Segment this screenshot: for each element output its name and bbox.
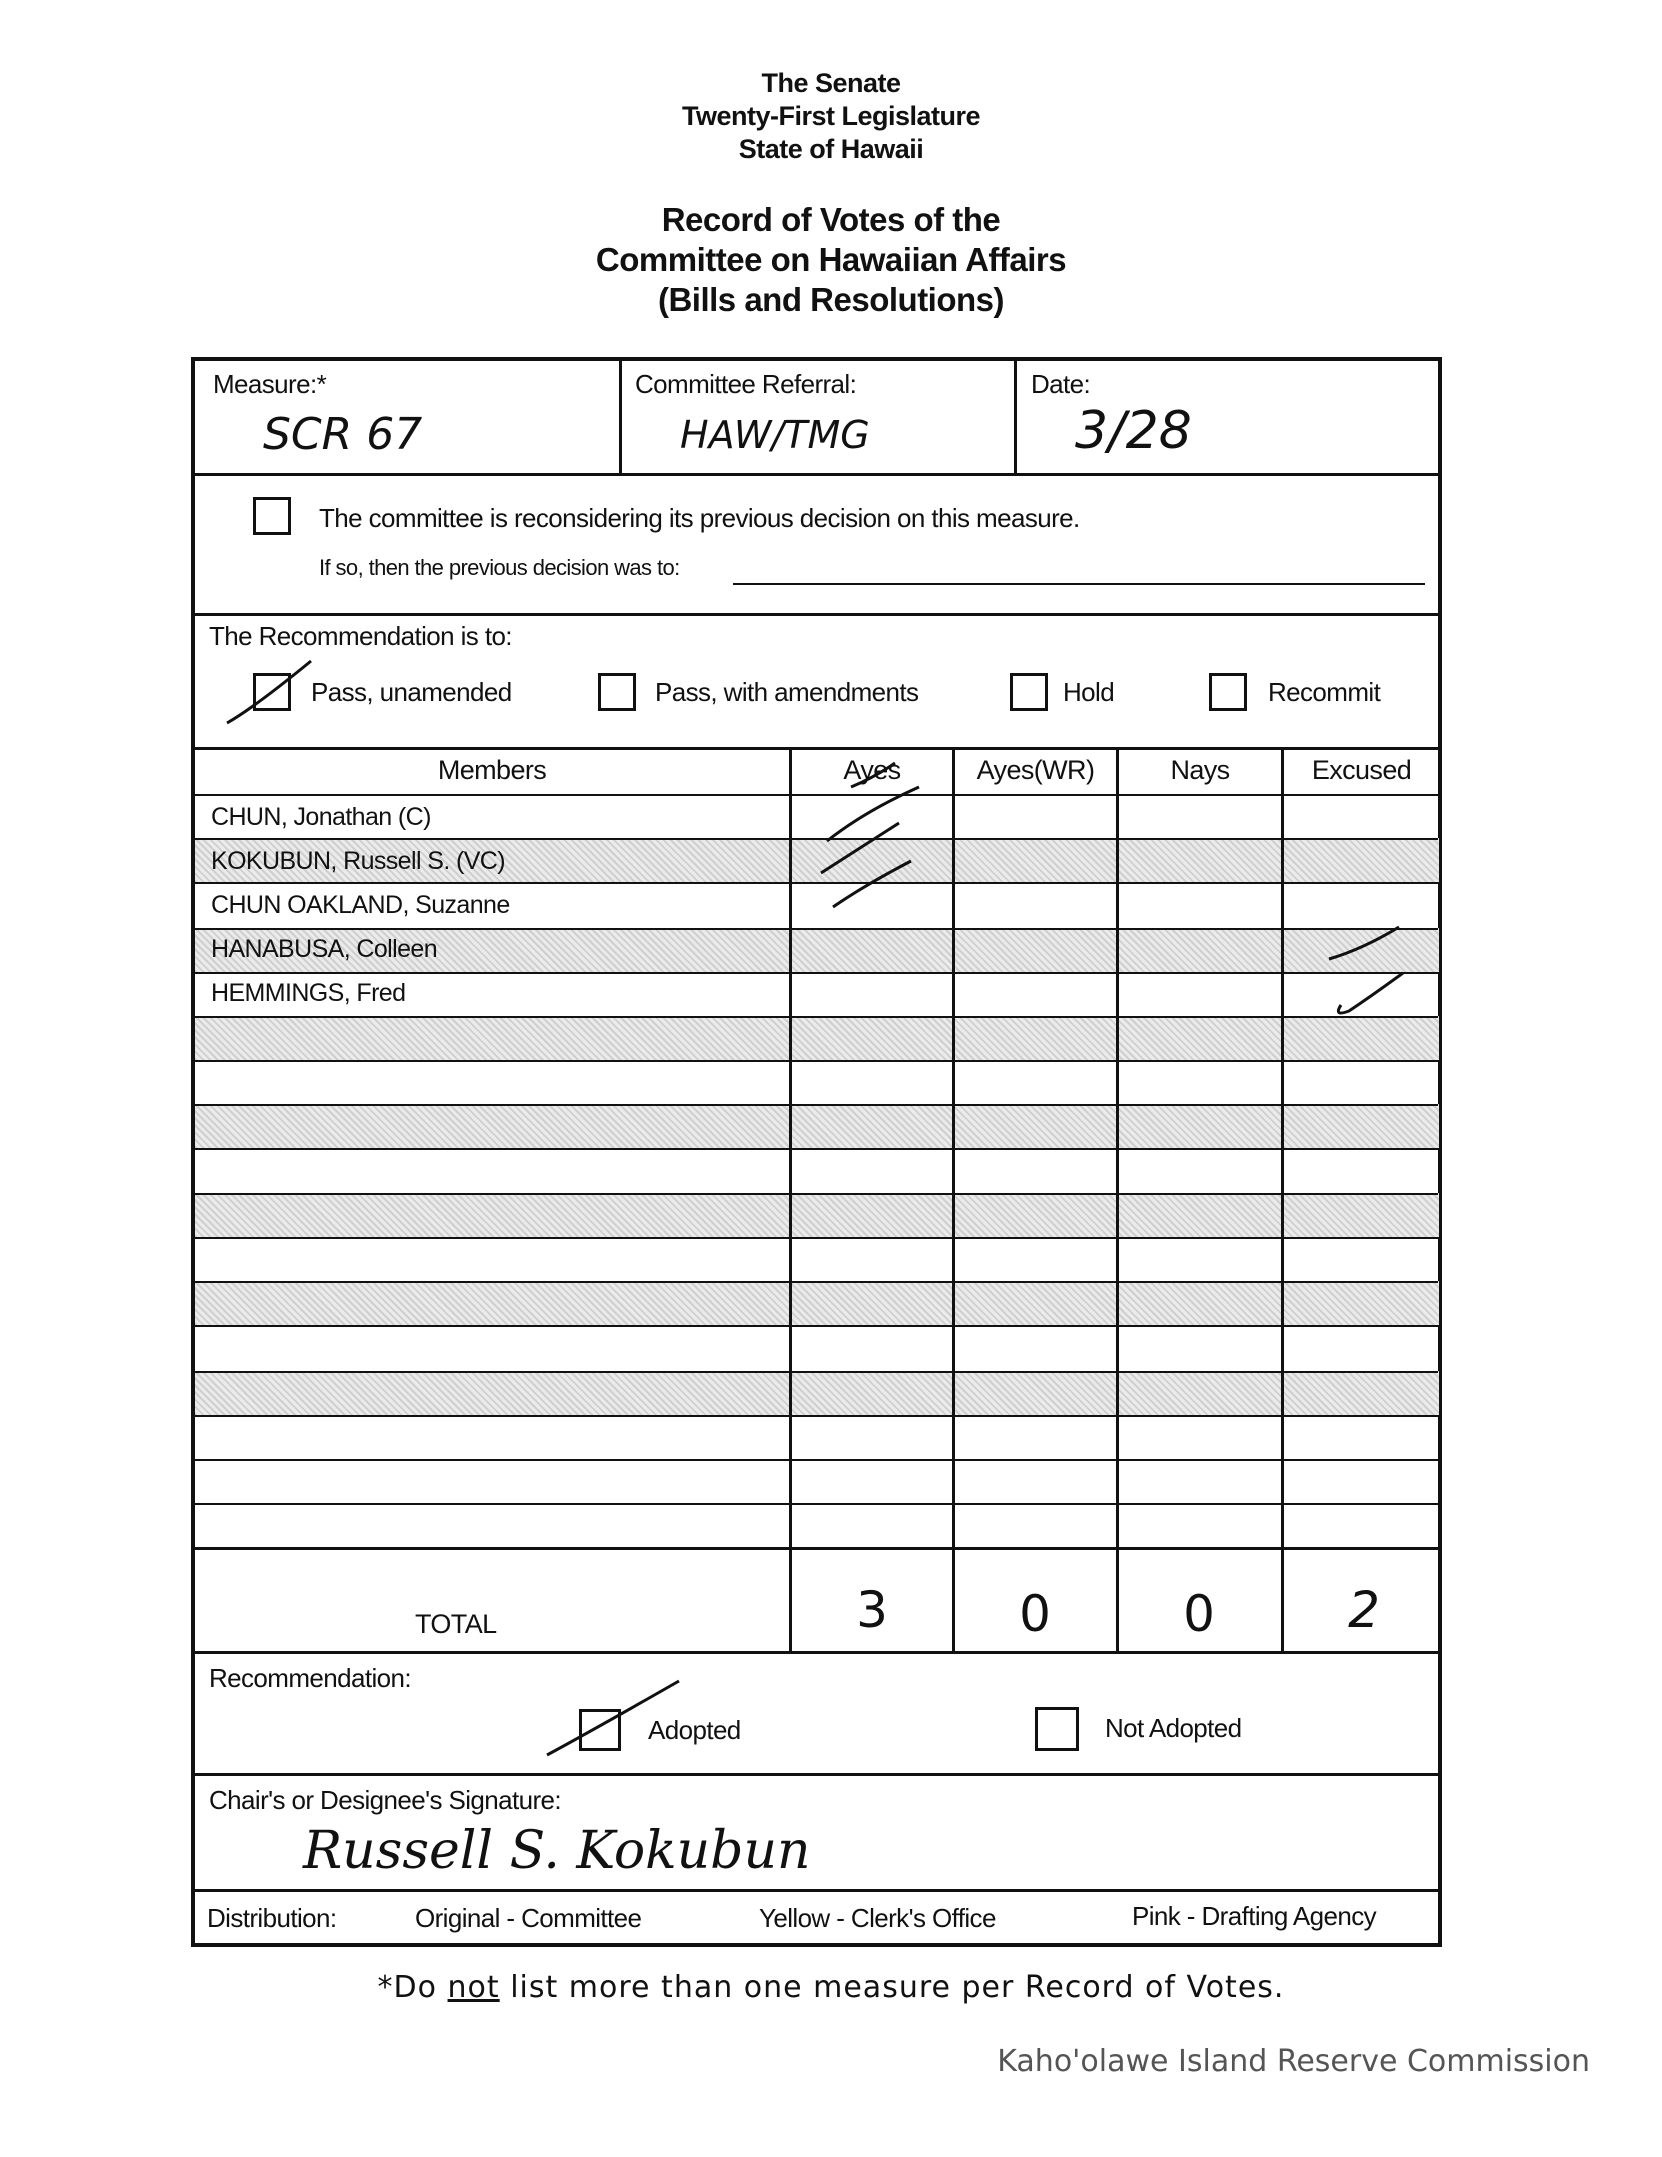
title-line-1: Record of Votes of the: [661, 201, 1001, 238]
pass-amendments-checkbox[interactable]: [598, 673, 636, 711]
watermark: Kaho'olawe Island Reserve Commission: [997, 2044, 1590, 2079]
total-excused: 2: [1348, 1581, 1380, 1639]
pass-amendments-label: Pass, with amendments: [655, 677, 919, 707]
not-adopted-label: Not Adopted: [1105, 1713, 1242, 1743]
footnote-post: list more than one measure per Record of Votes.: [499, 1970, 1285, 2005]
reconsider-checkbox[interactable]: [253, 497, 291, 535]
distribution-yellow: Yellow - Clerk's Office: [759, 1903, 996, 1933]
excused-tally-marks-icon: [1313, 921, 1423, 1031]
member-row-name: CHUN, Jonathan (C): [211, 803, 431, 831]
vote-record-form: [191, 357, 1442, 1947]
excused-column-header: Excused: [1311, 755, 1412, 785]
recommendation-heading: The Recommendation is to:: [209, 621, 512, 651]
date-value: 3/28: [1075, 401, 1192, 461]
footnote-pre: *Do: [377, 1970, 448, 2005]
state-line: State of Hawaii: [738, 134, 924, 164]
ayes-tally-marks-icon: [815, 761, 935, 921]
member-row-name: KOKUBUN, Russell S. (VC): [211, 847, 505, 875]
measure-label: Measure:*: [213, 369, 327, 399]
total-ayeswr: 0: [1019, 1585, 1051, 1643]
not-adopted-checkbox[interactable]: [1035, 1707, 1079, 1751]
ayeswr-column-header: Ayes(WR): [976, 755, 1095, 785]
member-row-name: HANABUSA, Colleen: [211, 935, 438, 963]
hold-label: Hold: [1063, 677, 1115, 707]
footnote: [0, 1970, 1662, 2005]
reconsider-text: The committee is reconsidering its previous decision on this measure.: [319, 503, 1080, 533]
referral-label: Committee Referral:: [635, 369, 857, 399]
hold-checkbox[interactable]: [1010, 673, 1048, 711]
footnote-emphasis: not: [447, 1970, 500, 2005]
ayes-column-header: Ayes: [843, 755, 901, 785]
recommit-checkbox[interactable]: [1209, 673, 1247, 711]
total-label: TOTAL: [415, 1609, 497, 1639]
adopted-label: Adopted: [648, 1715, 741, 1745]
measure-value: SCR 67: [263, 409, 423, 460]
nays-column-header: Nays: [1170, 755, 1230, 785]
signature-value: Russell S. Kokubun: [303, 1821, 811, 1881]
previous-decision-label: If so, then the previous decision was to:: [319, 555, 680, 580]
check-mark-icon: [225, 657, 315, 727]
legislature-line: Twenty-First Legislature: [681, 101, 981, 131]
title-line-3: (Bills and Resolutions): [657, 281, 1005, 318]
distribution-label: Distribution:: [207, 1903, 337, 1933]
distribution-pink: Pink - Drafting Agency: [1132, 1901, 1377, 1931]
recommendation-result-label: Recommendation:: [209, 1663, 411, 1693]
member-row-name: CHUN OAKLAND, Suzanne: [211, 891, 510, 919]
pass-unamended-label: Pass, unamended: [311, 677, 512, 707]
referral-value: HAW/TMG: [680, 413, 870, 457]
total-nays: 0: [1183, 1585, 1215, 1643]
senate-line: The Senate: [761, 68, 901, 98]
previous-decision-line[interactable]: [733, 583, 1425, 585]
signature-label: Chair's or Designee's Signature:: [209, 1785, 562, 1815]
distribution-original: Original - Committee: [415, 1903, 642, 1933]
recommit-label: Recommit: [1268, 677, 1381, 707]
total-ayes: 3: [856, 1581, 888, 1639]
members-column-header: Members: [437, 755, 547, 785]
title-line-2: Committee on Hawaiian Affairs: [595, 241, 1067, 278]
date-label: Date:: [1031, 369, 1091, 399]
member-row-name: HEMMINGS, Fred: [211, 979, 406, 1007]
